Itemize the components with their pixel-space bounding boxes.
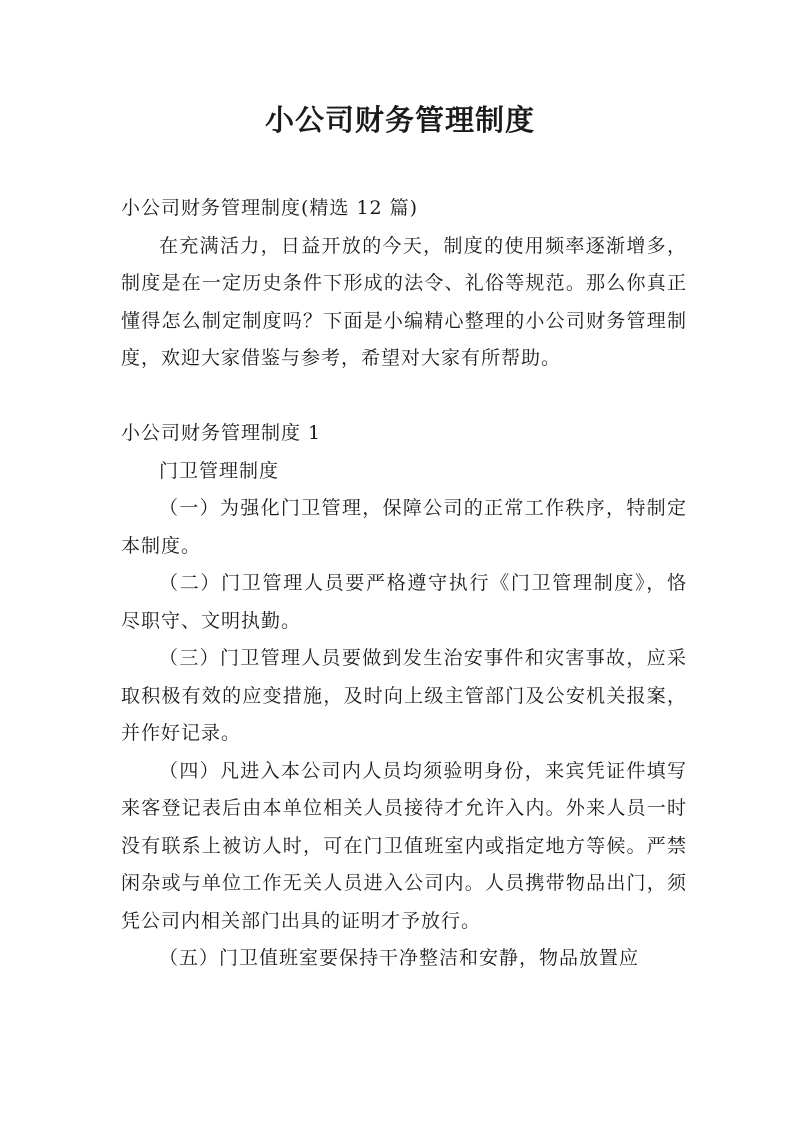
- intro-paragraph: 在充满活力，日益开放的今天，制度的使用频率逐渐增多，制度是在一定历史条件下形成的法令、礼俗等规范。那么你真正懂得怎么制定制度吗？下面是小编精心整理的小公司财务管理制度，欢迎大家借鉴与参考，希望对大家有所帮助。: [121, 234, 687, 369]
- section-subheading: 门卫管理制度: [159, 459, 280, 482]
- paragraph-gap: [121, 378, 687, 416]
- paragraph-item: （三）门卫管理人员要做到发生治安事件和灾害事故，应采取积极有效的应变措施，及时向上级主管部门及公安机关报案，并作好记录。: [121, 647, 687, 744]
- paragraph-item: （二）门卫管理人员要严格遵守执行《门卫管理制度》，恪尽职守、文明执勤。: [121, 572, 687, 632]
- paragraph-item: （一）为强化门卫管理，保障公司的正常工作秩序，特制定本制度。: [121, 497, 687, 557]
- document-body: [121, 190, 687, 978]
- document-title: 小公司财务管理制度: [264, 103, 535, 137]
- section-heading: 小公司财务管理制度 1: [121, 422, 322, 444]
- paragraph-item: （四）凡进入本公司内人员均须验明身份，来宾凭证件填写来客登记表后由本单位相关人员接待才允许入内。外来人员一时没有联系上被访人时，可在门卫值班室内或指定地方等候。严禁闲杂或与单位工作无关人员进入公司内。人员携带物品出门，须凭公司内相关部门出具的证明才予放行。: [121, 759, 687, 932]
- paragraph-item: （五）门卫值班室要保持干净整洁和安静，物品放置应: [159, 947, 640, 969]
- document-subtitle: 小公司财务管理制度(精选 12 篇): [121, 197, 419, 219]
